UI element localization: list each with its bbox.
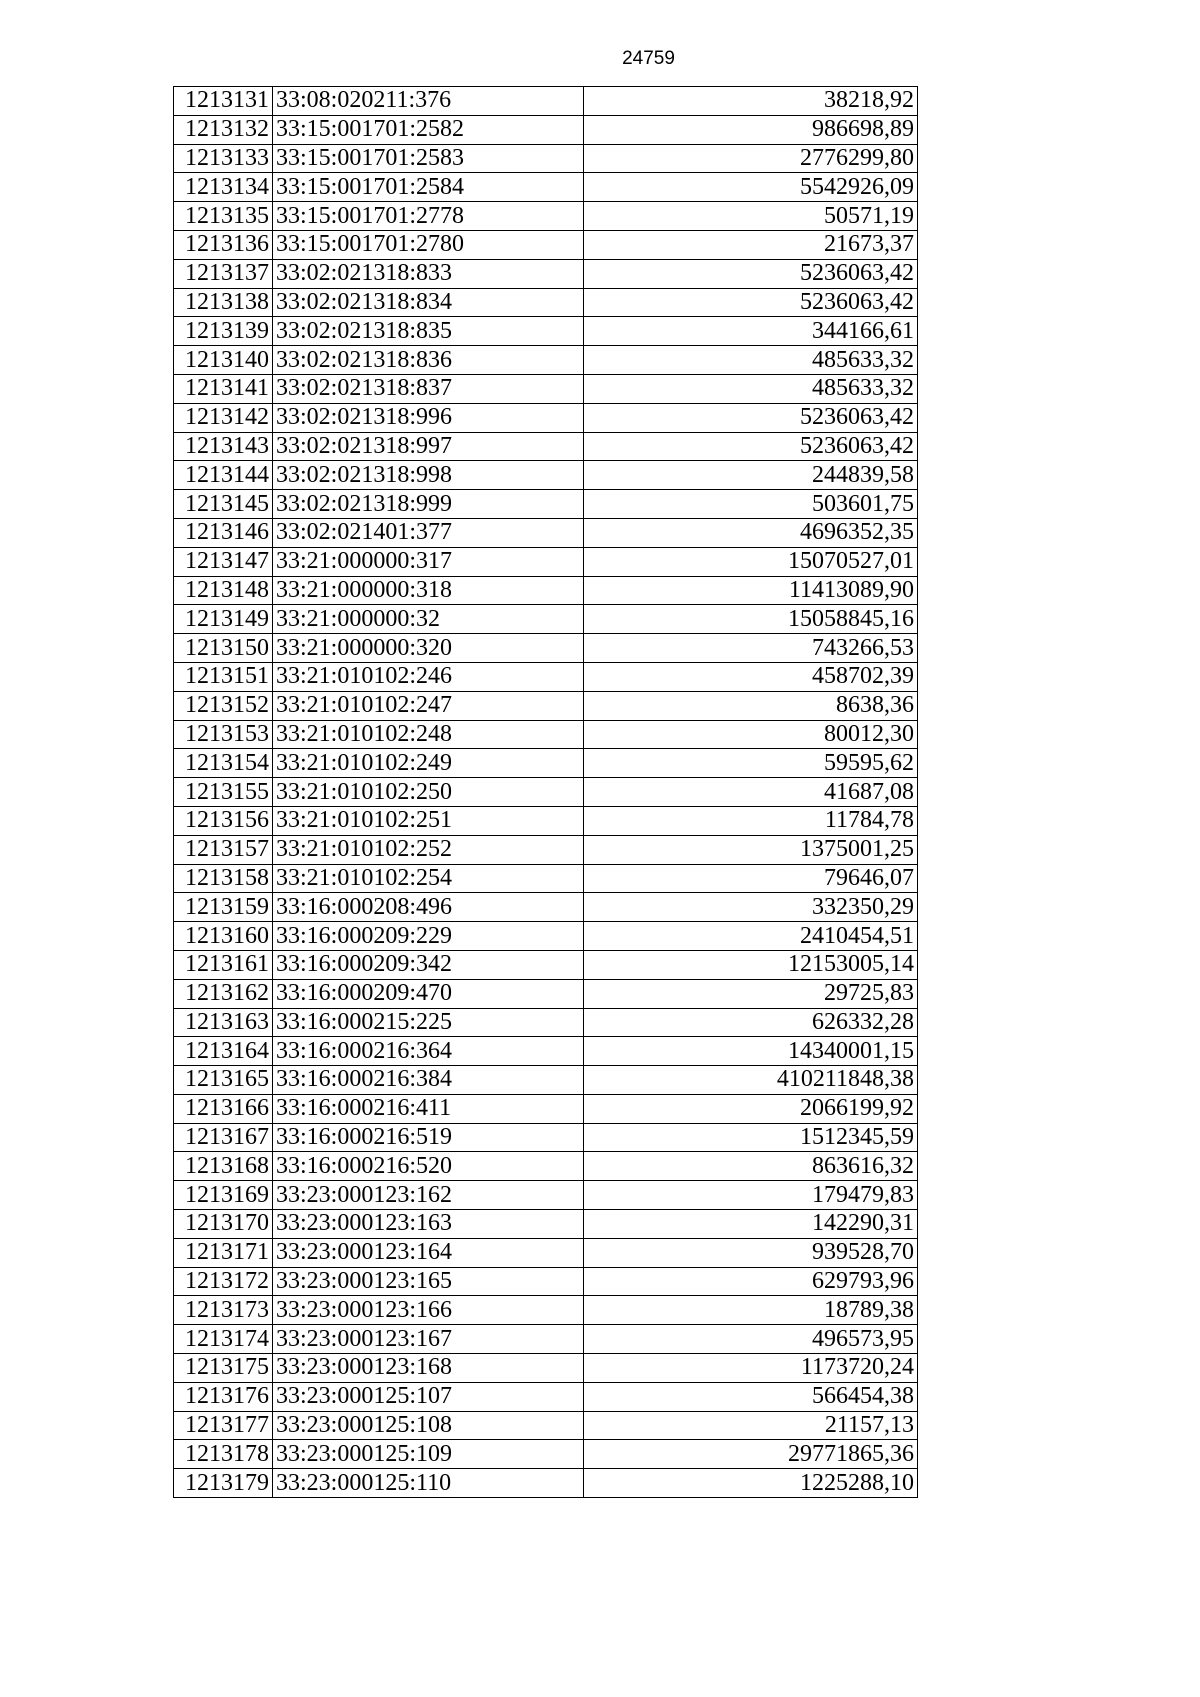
row-id-cell: 1213174 xyxy=(174,1325,273,1354)
value-cell: 21673,37 xyxy=(584,230,918,259)
table-row xyxy=(174,1094,918,1123)
cadastral-number-cell: 33:16:000216:384 xyxy=(273,1066,584,1095)
table-row xyxy=(174,490,918,519)
value-cell: 5236063,42 xyxy=(584,288,918,317)
value-cell: 485633,32 xyxy=(584,346,918,375)
table-row xyxy=(174,1210,918,1239)
cadastral-number-cell: 33:08:020211:376 xyxy=(273,87,584,116)
row-id-cell: 1213160 xyxy=(174,922,273,951)
value-cell: 496573,95 xyxy=(584,1325,918,1354)
value-cell: 485633,32 xyxy=(584,374,918,403)
table-row xyxy=(174,691,918,720)
row-id-cell: 1213146 xyxy=(174,518,273,547)
cadastral-number-cell: 33:02:021318:834 xyxy=(273,288,584,317)
cadastral-number-cell: 33:16:000216:411 xyxy=(273,1094,584,1123)
value-cell: 2066199,92 xyxy=(584,1094,918,1123)
value-cell: 142290,31 xyxy=(584,1210,918,1239)
value-cell: 986698,89 xyxy=(584,115,918,144)
row-id-cell: 1213166 xyxy=(174,1094,273,1123)
value-cell: 179479,83 xyxy=(584,1181,918,1210)
cadastral-number-cell: 33:15:001701:2584 xyxy=(273,173,584,202)
cadastral-number-cell: 33:23:000123:164 xyxy=(273,1238,584,1267)
table-row xyxy=(174,720,918,749)
row-id-cell: 1213136 xyxy=(174,230,273,259)
value-cell: 15070527,01 xyxy=(584,547,918,576)
row-id-cell: 1213153 xyxy=(174,720,273,749)
row-id-cell: 1213173 xyxy=(174,1296,273,1325)
row-id-cell: 1213150 xyxy=(174,634,273,663)
table-row xyxy=(174,1382,918,1411)
value-cell: 1512345,59 xyxy=(584,1123,918,1152)
row-id-cell: 1213178 xyxy=(174,1440,273,1469)
cadastral-number-cell: 33:16:000209:342 xyxy=(273,950,584,979)
row-id-cell: 1213159 xyxy=(174,893,273,922)
table-row xyxy=(174,922,918,951)
page-number: 24759 xyxy=(622,48,675,69)
cadastral-value-table xyxy=(173,86,918,1498)
cadastral-number-cell: 33:23:000123:163 xyxy=(273,1210,584,1239)
row-id-cell: 1213140 xyxy=(174,346,273,375)
table-row xyxy=(174,374,918,403)
row-id-cell: 1213179 xyxy=(174,1469,273,1498)
value-cell: 1173720,24 xyxy=(584,1354,918,1383)
cadastral-number-cell: 33:23:000123:168 xyxy=(273,1354,584,1383)
value-cell: 458702,39 xyxy=(584,662,918,691)
cadastral-number-cell: 33:16:000215:225 xyxy=(273,1008,584,1037)
table-row xyxy=(174,1181,918,1210)
table-row xyxy=(174,1238,918,1267)
cadastral-number-cell: 33:21:010102:248 xyxy=(273,720,584,749)
table-row xyxy=(174,979,918,1008)
table-row xyxy=(174,461,918,490)
row-id-cell: 1213155 xyxy=(174,778,273,807)
cadastral-number-cell: 33:02:021318:996 xyxy=(273,403,584,432)
row-id-cell: 1213169 xyxy=(174,1181,273,1210)
row-id-cell: 1213134 xyxy=(174,173,273,202)
cadastral-number-cell: 33:21:010102:247 xyxy=(273,691,584,720)
value-cell: 11413089,90 xyxy=(584,576,918,605)
cadastral-number-cell: 33:02:021318:997 xyxy=(273,432,584,461)
cadastral-number-cell: 33:02:021318:835 xyxy=(273,317,584,346)
value-cell: 1225288,10 xyxy=(584,1469,918,1498)
table-row xyxy=(174,432,918,461)
row-id-cell: 1213148 xyxy=(174,576,273,605)
row-id-cell: 1213175 xyxy=(174,1354,273,1383)
value-cell: 629793,96 xyxy=(584,1267,918,1296)
table-row xyxy=(174,259,918,288)
row-id-cell: 1213139 xyxy=(174,317,273,346)
table-row xyxy=(174,1325,918,1354)
table-row xyxy=(174,173,918,202)
row-id-cell: 1213144 xyxy=(174,461,273,490)
row-id-cell: 1213152 xyxy=(174,691,273,720)
row-id-cell: 1213145 xyxy=(174,490,273,519)
cadastral-number-cell: 33:23:000123:162 xyxy=(273,1181,584,1210)
value-cell: 410211848,38 xyxy=(584,1066,918,1095)
row-id-cell: 1213158 xyxy=(174,864,273,893)
value-cell: 4696352,35 xyxy=(584,518,918,547)
table-row xyxy=(174,202,918,231)
row-id-cell: 1213161 xyxy=(174,950,273,979)
table-row xyxy=(174,1267,918,1296)
cadastral-number-cell: 33:21:010102:254 xyxy=(273,864,584,893)
value-cell: 5236063,42 xyxy=(584,403,918,432)
row-id-cell: 1213138 xyxy=(174,288,273,317)
cadastral-number-cell: 33:21:010102:250 xyxy=(273,778,584,807)
value-cell: 244839,58 xyxy=(584,461,918,490)
table-row xyxy=(174,835,918,864)
cadastral-number-cell: 33:16:000216:519 xyxy=(273,1123,584,1152)
row-id-cell: 1213167 xyxy=(174,1123,273,1152)
value-cell: 80012,30 xyxy=(584,720,918,749)
table-row xyxy=(174,864,918,893)
value-cell: 15058845,16 xyxy=(584,605,918,634)
value-cell: 59595,62 xyxy=(584,749,918,778)
row-id-cell: 1213172 xyxy=(174,1267,273,1296)
cadastral-number-cell: 33:15:001701:2780 xyxy=(273,230,584,259)
cadastral-number-cell: 33:23:000125:107 xyxy=(273,1382,584,1411)
table-row xyxy=(174,403,918,432)
table-row xyxy=(174,778,918,807)
cadastral-number-cell: 33:15:001701:2583 xyxy=(273,144,584,173)
value-cell: 503601,75 xyxy=(584,490,918,519)
row-id-cell: 1213142 xyxy=(174,403,273,432)
cadastral-number-cell: 33:21:000000:318 xyxy=(273,576,584,605)
value-cell: 332350,29 xyxy=(584,893,918,922)
table-row xyxy=(174,1469,918,1498)
row-id-cell: 1213141 xyxy=(174,374,273,403)
value-cell: 939528,70 xyxy=(584,1238,918,1267)
table-row xyxy=(174,317,918,346)
row-id-cell: 1213131 xyxy=(174,87,273,116)
row-id-cell: 1213177 xyxy=(174,1411,273,1440)
value-cell: 79646,07 xyxy=(584,864,918,893)
table-row xyxy=(174,576,918,605)
value-cell: 21157,13 xyxy=(584,1411,918,1440)
value-cell: 29725,83 xyxy=(584,979,918,1008)
cadastral-number-cell: 33:02:021401:377 xyxy=(273,518,584,547)
cadastral-number-cell: 33:23:000123:165 xyxy=(273,1267,584,1296)
table-row xyxy=(174,1296,918,1325)
table-row xyxy=(174,1354,918,1383)
cadastral-number-cell: 33:02:021318:837 xyxy=(273,374,584,403)
table-row xyxy=(174,950,918,979)
table-row xyxy=(174,749,918,778)
row-id-cell: 1213171 xyxy=(174,1238,273,1267)
cadastral-number-cell: 33:02:021318:999 xyxy=(273,490,584,519)
row-id-cell: 1213164 xyxy=(174,1037,273,1066)
cadastral-number-cell: 33:23:000125:109 xyxy=(273,1440,584,1469)
table-row xyxy=(174,806,918,835)
table-row xyxy=(174,547,918,576)
table-row xyxy=(174,1152,918,1181)
table-row xyxy=(174,115,918,144)
cadastral-number-cell: 33:02:021318:998 xyxy=(273,461,584,490)
value-cell: 626332,28 xyxy=(584,1008,918,1037)
row-id-cell: 1213151 xyxy=(174,662,273,691)
cadastral-number-cell: 33:21:000000:320 xyxy=(273,634,584,663)
cadastral-number-cell: 33:16:000209:470 xyxy=(273,979,584,1008)
row-id-cell: 1213157 xyxy=(174,835,273,864)
table-row xyxy=(174,1008,918,1037)
cadastral-number-cell: 33:21:000000:32 xyxy=(273,605,584,634)
table-row xyxy=(174,1440,918,1469)
table-row xyxy=(174,1066,918,1095)
value-cell: 566454,38 xyxy=(584,1382,918,1411)
row-id-cell: 1213149 xyxy=(174,605,273,634)
table-row xyxy=(174,144,918,173)
table-row xyxy=(174,1123,918,1152)
value-cell: 5542926,09 xyxy=(584,173,918,202)
value-cell: 2776299,80 xyxy=(584,144,918,173)
row-id-cell: 1213163 xyxy=(174,1008,273,1037)
cadastral-number-cell: 33:15:001701:2778 xyxy=(273,202,584,231)
row-id-cell: 1213133 xyxy=(174,144,273,173)
row-id-cell: 1213132 xyxy=(174,115,273,144)
cadastral-number-cell: 33:21:010102:246 xyxy=(273,662,584,691)
cadastral-number-cell: 33:15:001701:2582 xyxy=(273,115,584,144)
row-id-cell: 1213137 xyxy=(174,259,273,288)
cadastral-number-cell: 33:02:021318:833 xyxy=(273,259,584,288)
cadastral-number-cell: 33:16:000216:364 xyxy=(273,1037,584,1066)
value-cell: 5236063,42 xyxy=(584,259,918,288)
cadastral-number-cell: 33:21:000000:317 xyxy=(273,547,584,576)
cadastral-number-cell: 33:23:000123:167 xyxy=(273,1325,584,1354)
value-cell: 2410454,51 xyxy=(584,922,918,951)
value-cell: 12153005,14 xyxy=(584,950,918,979)
value-cell: 344166,61 xyxy=(584,317,918,346)
row-id-cell: 1213170 xyxy=(174,1210,273,1239)
value-cell: 29771865,36 xyxy=(584,1440,918,1469)
cadastral-number-cell: 33:23:000123:166 xyxy=(273,1296,584,1325)
cadastral-number-cell: 33:21:010102:249 xyxy=(273,749,584,778)
table-row xyxy=(174,87,918,116)
table-row xyxy=(174,518,918,547)
row-id-cell: 1213147 xyxy=(174,547,273,576)
row-id-cell: 1213162 xyxy=(174,979,273,1008)
table-body xyxy=(174,87,918,1498)
value-cell: 863616,32 xyxy=(584,1152,918,1181)
value-cell: 8638,36 xyxy=(584,691,918,720)
cadastral-number-cell: 33:16:000216:520 xyxy=(273,1152,584,1181)
cadastral-number-cell: 33:21:010102:252 xyxy=(273,835,584,864)
value-cell: 1375001,25 xyxy=(584,835,918,864)
value-cell: 14340001,15 xyxy=(584,1037,918,1066)
table-row xyxy=(174,1411,918,1440)
cadastral-number-cell: 33:16:000208:496 xyxy=(273,893,584,922)
row-id-cell: 1213156 xyxy=(174,806,273,835)
table-row xyxy=(174,662,918,691)
value-cell: 5236063,42 xyxy=(584,432,918,461)
row-id-cell: 1213168 xyxy=(174,1152,273,1181)
row-id-cell: 1213176 xyxy=(174,1382,273,1411)
row-id-cell: 1213165 xyxy=(174,1066,273,1095)
table-row xyxy=(174,605,918,634)
cadastral-number-cell: 33:21:010102:251 xyxy=(273,806,584,835)
cadastral-number-cell: 33:23:000125:110 xyxy=(273,1469,584,1498)
value-cell: 41687,08 xyxy=(584,778,918,807)
cadastral-number-cell: 33:02:021318:836 xyxy=(273,346,584,375)
table-row xyxy=(174,230,918,259)
row-id-cell: 1213135 xyxy=(174,202,273,231)
cadastral-number-cell: 33:16:000209:229 xyxy=(273,922,584,951)
table-row xyxy=(174,1037,918,1066)
table-row xyxy=(174,288,918,317)
value-cell: 38218,92 xyxy=(584,87,918,116)
row-id-cell: 1213143 xyxy=(174,432,273,461)
cadastral-number-cell: 33:23:000125:108 xyxy=(273,1411,584,1440)
row-id-cell: 1213154 xyxy=(174,749,273,778)
table-row xyxy=(174,634,918,663)
table-row xyxy=(174,346,918,375)
value-cell: 11784,78 xyxy=(584,806,918,835)
value-cell: 50571,19 xyxy=(584,202,918,231)
table-row xyxy=(174,893,918,922)
value-cell: 18789,38 xyxy=(584,1296,918,1325)
value-cell: 743266,53 xyxy=(584,634,918,663)
